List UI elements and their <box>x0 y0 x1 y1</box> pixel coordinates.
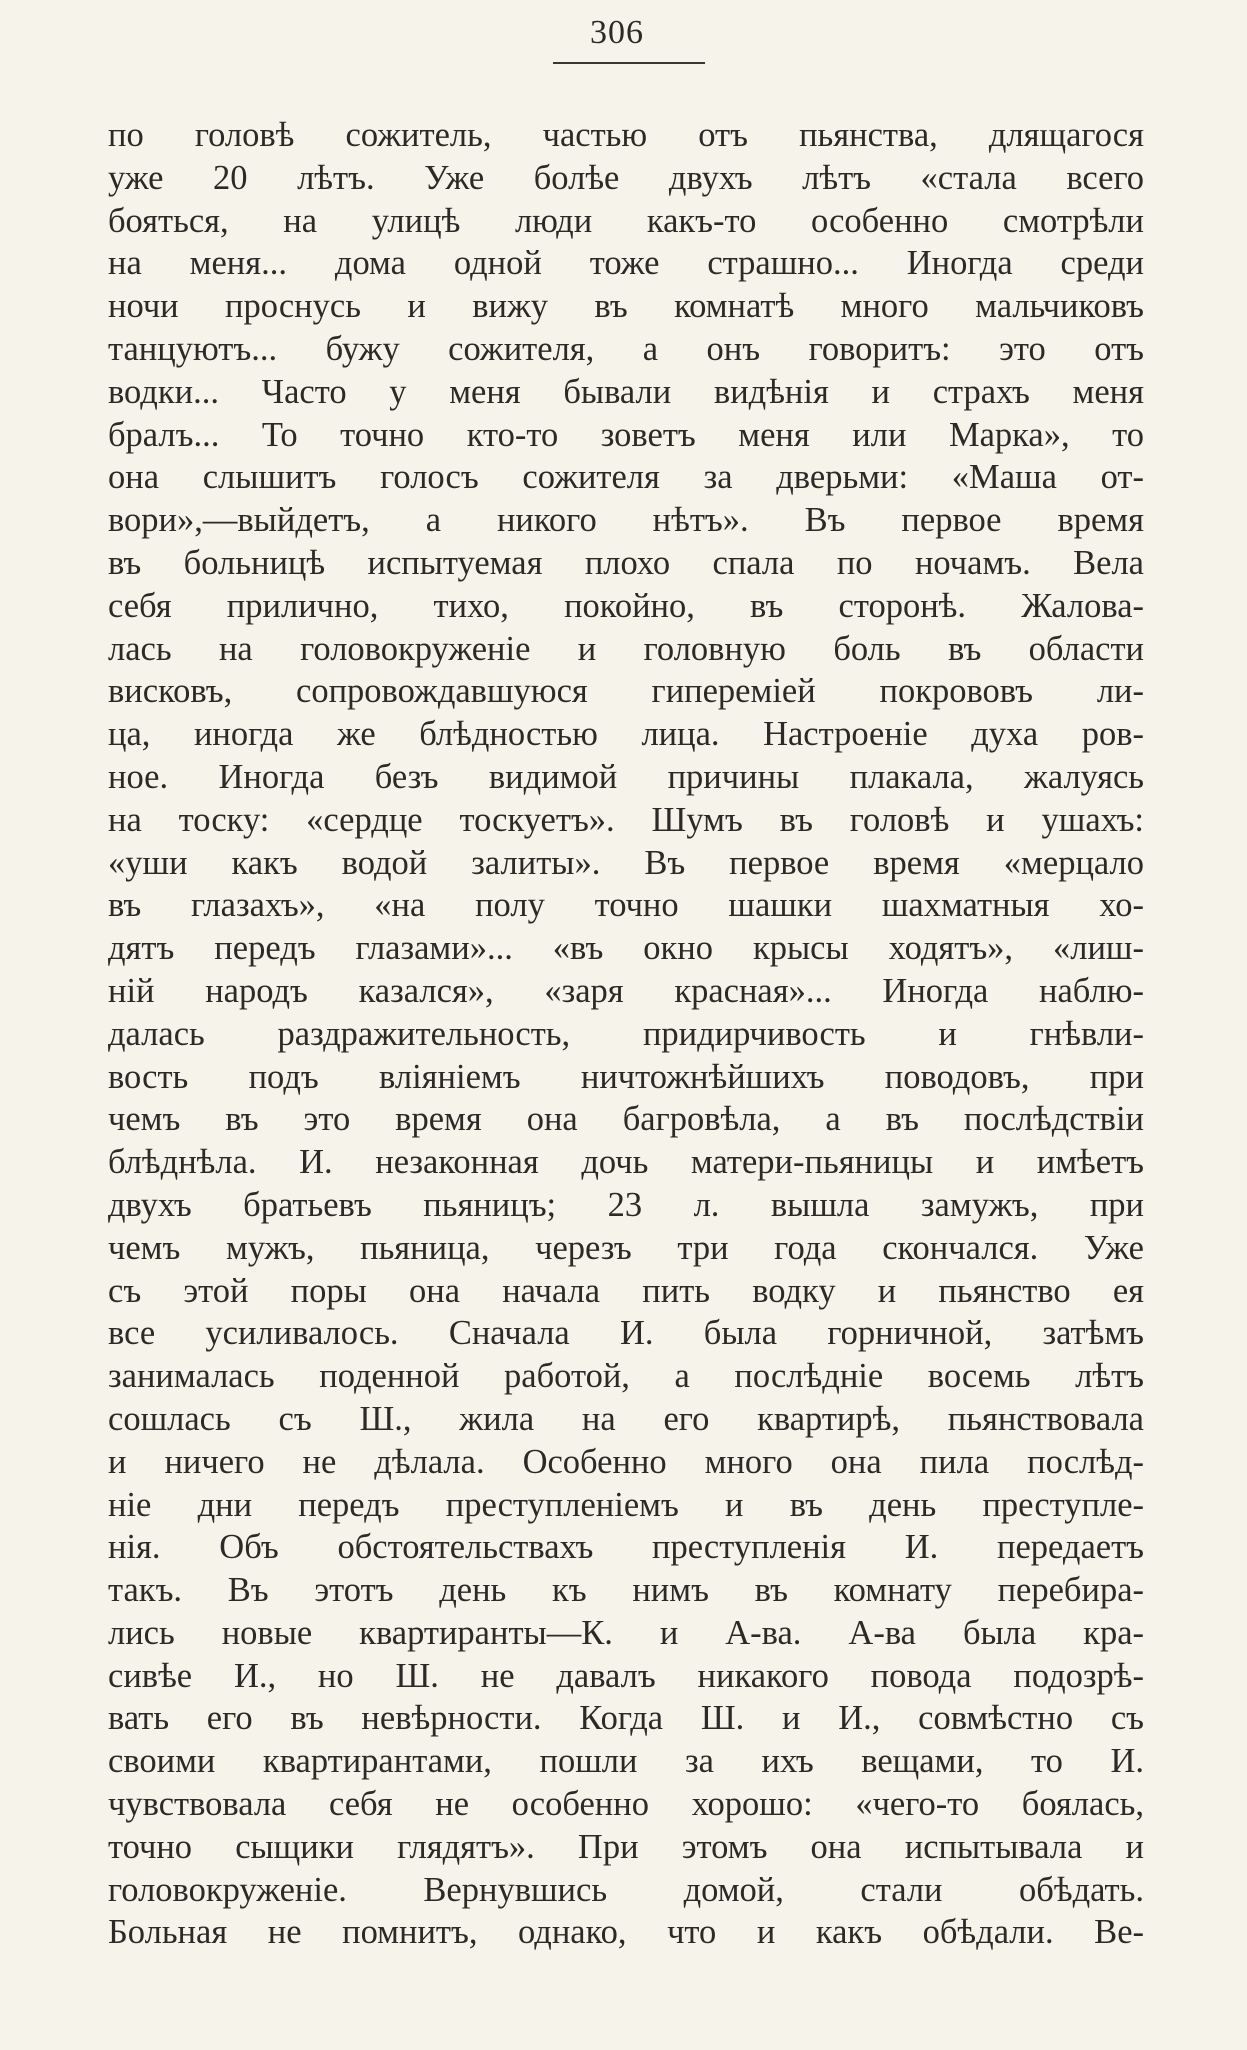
text-line: ній народъ казался», «заря красная»... Иногда наблю- <box>108 971 1144 1010</box>
header-rule <box>553 62 705 64</box>
text-line: бояться, на улицѣ люди какъ-то особенно смотрѣли <box>108 201 1144 240</box>
text-line: двухъ братьевъ пьяницъ; 23 л. вышла замужъ, при <box>108 1185 1144 1224</box>
text-line: ніе дни передъ преступленіемъ и въ день преступле- <box>108 1485 1144 1524</box>
text-line: ное. Иногда безъ видимой причины плакала, жалуясь <box>108 757 1144 796</box>
text-line: дятъ передъ глазами»... «въ окно крысы ходятъ», «лиш- <box>108 929 1144 968</box>
text-line: вори»,—выйдетъ, а никого нѣтъ». Въ первое время <box>108 501 1144 540</box>
text-line: съ этой поры она начала пить водку и пьянство ея <box>108 1271 1144 1310</box>
text-line: лась на головокруженіе и головную боль въ области <box>108 629 1144 668</box>
text-line: водки... Часто у меня бывали видѣнія и страхъ меня <box>108 372 1144 411</box>
text-line: по головѣ сожитель, частью отъ пьянства, длящагося <box>108 116 1144 154</box>
text-line: такъ. Въ этотъ день къ нимъ въ комнату перебира- <box>108 1571 1144 1610</box>
text-line: и ничего не дѣлала. Особенно много она пила послѣд- <box>108 1442 1144 1481</box>
text-line: бралъ... То точно кто-то зоветъ меня или Марка», то <box>108 415 1144 454</box>
text-line: чемъ мужъ, пьяница, черезъ три года скончался. Уже <box>108 1228 1144 1267</box>
text-line: блѣднѣла. И. незаконная дочь матери-пьяницы и имѣетъ <box>108 1143 1144 1182</box>
text-line: на тоску: «сердце тоскуетъ». Шумъ въ головѣ и ушахъ: <box>108 800 1144 839</box>
text-line: сошлась съ Ш., жила на его квартирѣ, пьянствовала <box>108 1399 1144 1438</box>
text-line: въ больницѣ испытуемая плохо спала по ночамъ. Вела <box>108 543 1144 582</box>
text-line: «уши какъ водой залиты». Въ первое время «мерцало <box>108 843 1144 882</box>
text-line: точно сыщики глядятъ». При этомъ она испытывала и <box>108 1827 1144 1866</box>
text-line: на меня... дома одной тоже страшно... Иногда среди <box>108 244 1144 283</box>
text-line: танцуютъ... бужу сожителя, а онъ говоритъ: это отъ <box>108 329 1144 368</box>
text-line: вость подъ вліяніемъ ничтожнѣйшихъ поводовъ, при <box>108 1057 1144 1096</box>
text-line: лись новые квартиранты—К. и А-ва. А-ва была кра- <box>108 1613 1144 1652</box>
text-line: чувствовала себя не особенно хорошо: «чего-то боялась, <box>108 1785 1144 1824</box>
text-line: она слышитъ голосъ сожителя за дверьми: «Маша от- <box>108 458 1144 497</box>
body-text <box>108 114 1144 1954</box>
text-line: все усиливалось. Сначала И. была горничной, затѣмъ <box>108 1314 1144 1353</box>
page-number: 306 <box>590 14 644 51</box>
text-line: ночи проснусь и вижу въ комнатѣ много мальчиковъ <box>108 287 1144 326</box>
text-line: Больная не помнитъ, однако, что и какъ обѣдали. Ве- <box>108 1913 1144 1952</box>
text-line: сивѣе И., но Ш. не давалъ никакого повода подозрѣ- <box>108 1656 1144 1695</box>
text-line: далась раздражительность, придирчивость и гнѣвли- <box>108 1014 1144 1053</box>
text-line: себя прилично, тихо, покойно, въ сторонѣ. Жалова- <box>108 586 1144 625</box>
text-line: ца, иногда же блѣдностью лица. Настроеніе духа ров- <box>108 715 1144 754</box>
text-line: своими квартирантами, пошли за ихъ вещами, то И. <box>108 1742 1144 1781</box>
text-line: въ глазахъ», «на полу точно шашки шахматныя хо- <box>108 886 1144 925</box>
text-line: нія. Объ обстоятельствахъ преступленія И. передаетъ <box>108 1528 1144 1567</box>
text-line: вать его въ невѣрности. Когда Ш. и И., совмѣстно съ <box>108 1699 1144 1738</box>
text-line: чемъ въ это время она багровѣла, а въ послѣдствіи <box>108 1100 1144 1139</box>
text-line: уже 20 лѣтъ. Уже болѣе двухъ лѣтъ «стала всего <box>108 158 1144 197</box>
text-line: занималась поденной работой, а послѣдніе восемь лѣтъ <box>108 1357 1144 1396</box>
text-line: головокруженіе. Вернувшись домой, стали обѣдать. <box>108 1870 1144 1909</box>
text-line: висковъ, сопровождавшуюся гипереміей покрововъ ли- <box>108 672 1144 711</box>
